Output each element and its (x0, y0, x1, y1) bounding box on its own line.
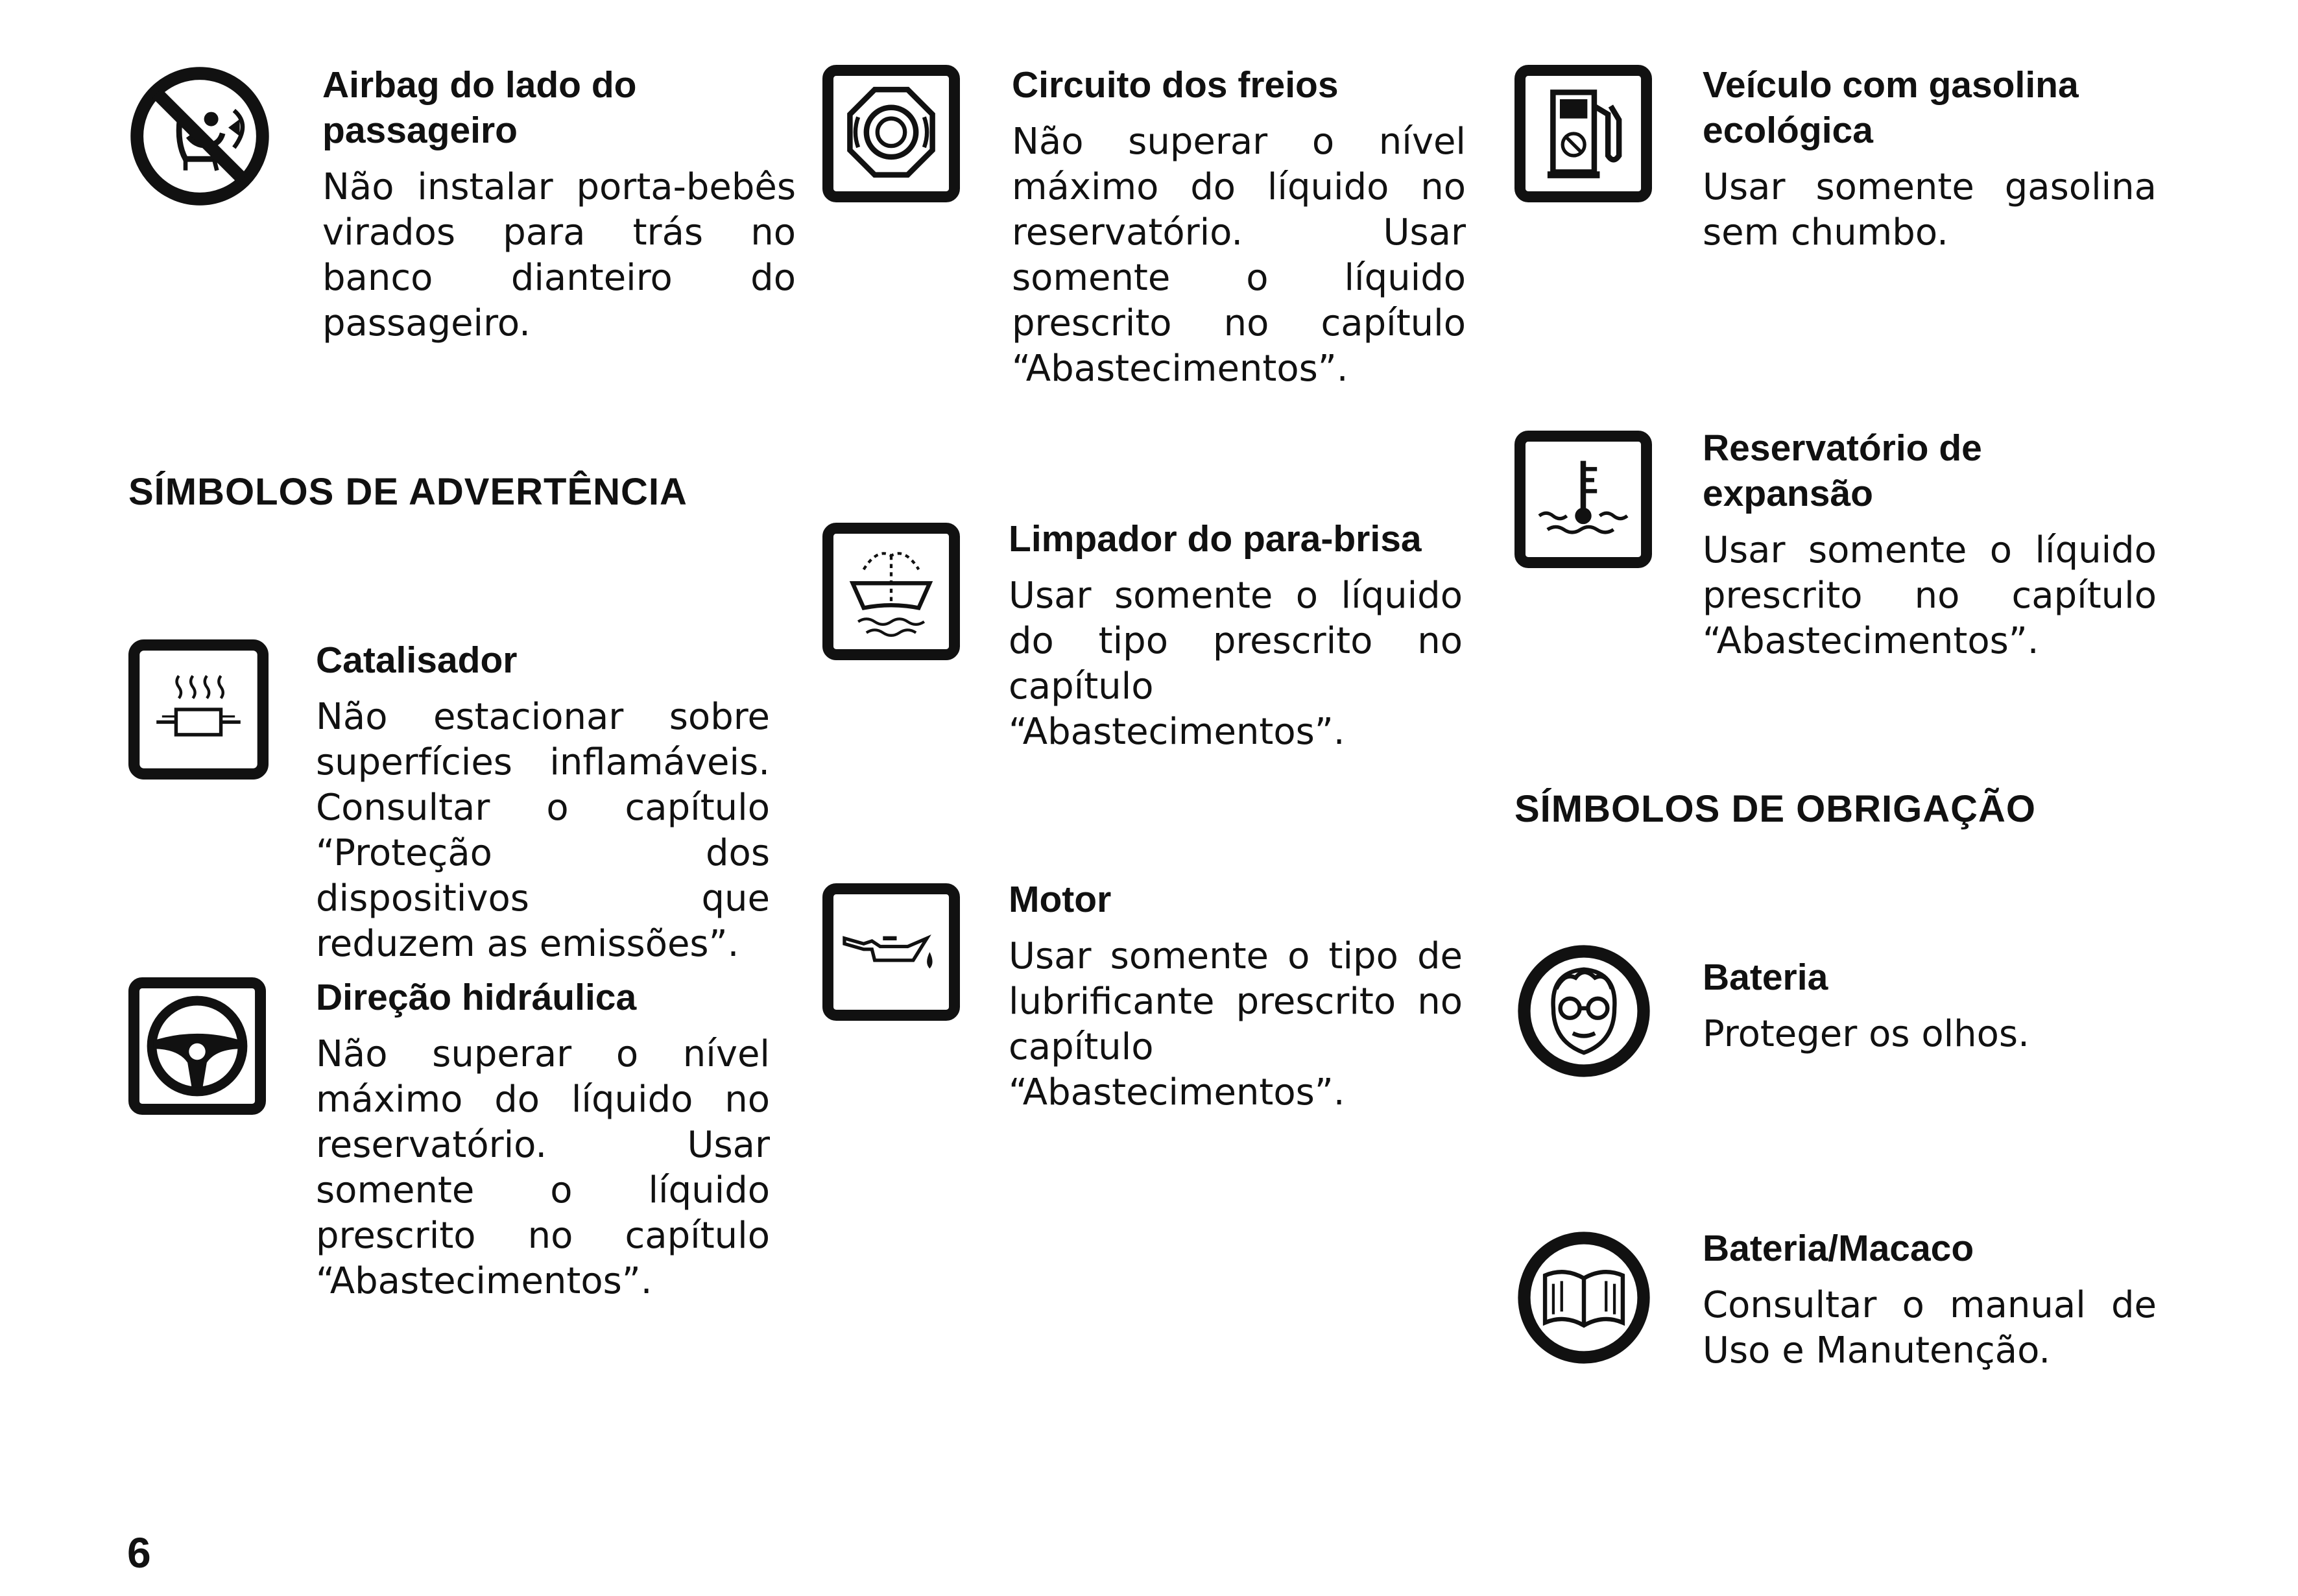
reservatorio-title: Reservatório de expansão (1703, 427, 1982, 514)
engine-oil-icon (822, 883, 960, 1021)
limpador-text: Usar somente o líquido do tipo prescrito no capítulo “Abastecimentos”. (1009, 575, 1463, 753)
steering-wheel-icon (128, 977, 266, 1115)
catalisador-title: Catalisador (316, 639, 518, 681)
reservatorio-text: Usar somente o líquido prescrito no capítulo “Abastecimentos”. (1703, 529, 2157, 662)
airbag-text: Não instalar porta-bebês virados para trás no banco dianteiro do passageiro. (322, 166, 796, 344)
motor-entry (1009, 877, 1463, 1115)
freios-title: Circuito dos freios (1012, 64, 1339, 106)
windscreen-washer-icon (822, 523, 960, 660)
catalisador-text: Não estacionar sobre superfícies inflamáveis. Consultar o capítulo “Proteção dos dispositivos que reduzem as emissões”. (316, 696, 770, 965)
gasolina-text: Usar somente gasolina sem chumbo. (1703, 166, 2157, 254)
bateria-title: Bateria (1703, 957, 1828, 998)
motor-text: Usar somente o tipo de lubrificante prescrito no capítulo “Abastecimentos”. (1009, 935, 1463, 1114)
limpador-entry (1009, 516, 1463, 755)
bateria-entry (1703, 955, 2157, 1057)
freios-entry (1012, 62, 1466, 392)
page-number: 6 (127, 1529, 151, 1577)
freios-text: Não superar o nível máximo do líquido no reservatório. Usar somente o líquido prescrito no capítulo “Abastecimentos”. (1012, 121, 1466, 390)
gasolina-title: Veículo com gasolina ecológica (1703, 64, 2079, 151)
brake-circuit-icon (822, 65, 960, 202)
catalytic-converter-icon (128, 639, 269, 780)
bateria-macaco-title: Bateria/Macaco (1703, 1228, 1974, 1269)
catalisador-entry (316, 637, 770, 967)
airbag-title: Airbag do lado do passageiro (322, 64, 637, 151)
coolant-temperature-icon (1514, 431, 1652, 568)
direcao-text: Não superar o nível máximo do líquido no reservatório. Usar somente o líquido prescrito no capítulo “Abastecimentos”. (316, 1033, 770, 1302)
obligation-section-title: SÍMBOLOS DE OBRIGAÇÃO (1514, 788, 2037, 830)
gasolina-entry (1703, 62, 2157, 256)
direcao-entry (316, 975, 770, 1304)
no-child-seat-airbag-icon (128, 65, 271, 208)
motor-title: Motor (1009, 879, 1112, 920)
bateria-text: Proteger os olhos. (1703, 1013, 2029, 1055)
manual-book-icon (1514, 1228, 1653, 1367)
eye-protection-icon (1514, 942, 1653, 1080)
unleaded-fuel-pump-icon (1514, 65, 1652, 202)
reservatorio-entry (1703, 425, 2157, 664)
warning-section-title: SÍMBOLOS DE ADVERTÊNCIA (128, 471, 688, 513)
airbag-entry (322, 62, 796, 346)
bateria-macaco-text: Consultar o manual de Uso e Manutenção. (1703, 1284, 2157, 1372)
direcao-title: Direção hidráulica (316, 977, 637, 1018)
limpador-title: Limpador do para-brisa (1009, 518, 1422, 560)
bateria-macaco-entry (1703, 1226, 2157, 1374)
